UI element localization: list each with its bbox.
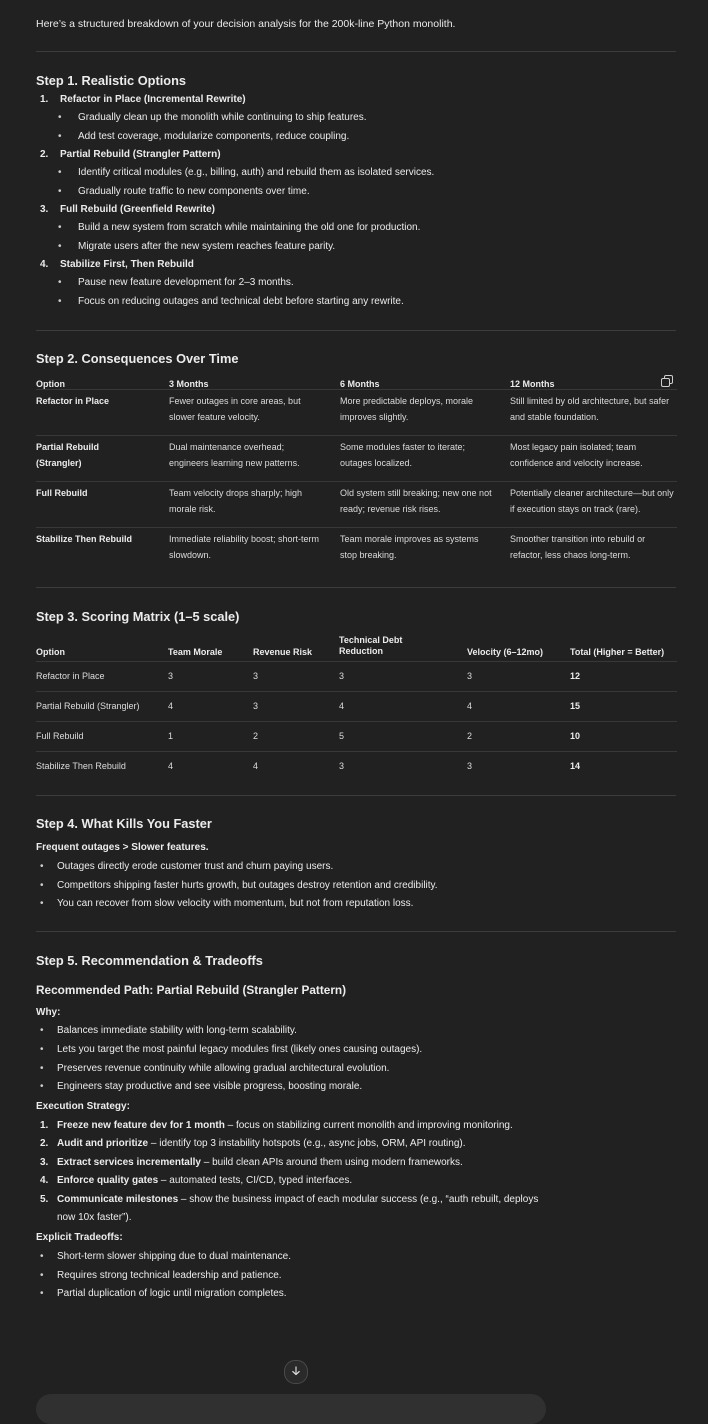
bullet-list: [36, 858, 676, 914]
table-row: [36, 721, 677, 751]
list-item: • Gradually clean up the monolith while continuing to ship features.: [74, 109, 676, 128]
table-row: [36, 527, 677, 569]
table-cell: Smoother transition into rebuild or refactor, less chaos long-term.: [510, 533, 646, 560]
column-header: Technical Debt Reduction: [339, 634, 403, 656]
column-header: 12 Months: [510, 378, 555, 389]
table-cell: Still limited by old architecture, but safer and stable foundation.: [510, 395, 670, 422]
list-item: 3. Full Rebuild (Greenfield Rewrite) • Build a new system from scratch while maintaining the old one for production. • Migrate users after the new system reaches feature parity.: [36, 201, 676, 256]
table-cell: Dual maintenance overhead; engineers learning new patterns.: [169, 441, 300, 468]
table-cell: 3: [467, 671, 473, 681]
table-cell: 4: [168, 701, 174, 711]
table-cell: Full Rebuild: [36, 487, 88, 498]
table-cell: Fewer outages in core areas, but slower feature velocity.: [169, 395, 301, 422]
step5-section: [36, 953, 676, 1304]
list-item: • Partial duplication of logic until migration completes.: [57, 1285, 676, 1304]
table-header-row: [36, 633, 677, 661]
list-item: • Migrate users after the new system reaches feature parity.: [74, 238, 676, 257]
list-item: • Pause new feature development for 2–3 months.: [74, 274, 676, 293]
column-header: Velocity (6–12mo): [467, 646, 544, 657]
list-item: • Lets you target the most painful legacy modules first (likely ones causing outages).: [57, 1041, 676, 1060]
list-item: • Requires strong technical leadership and patience.: [57, 1267, 676, 1286]
why-list: [36, 1022, 676, 1097]
option-title: Full Rebuild (Greenfield Rewrite): [60, 204, 216, 215]
column-header: Option: [36, 646, 65, 657]
table-cell: 10: [570, 731, 581, 741]
table-cell: Old system still breaking; new one not ready; revenue risk rises.: [340, 487, 492, 514]
table-cell: 15: [570, 701, 581, 711]
table-row: [36, 435, 677, 481]
table-cell: 3: [253, 701, 259, 711]
scoring-table: [36, 633, 677, 781]
column-header: 6 Months: [340, 378, 380, 389]
table-cell: Team velocity drops sharply; high morale risk.: [169, 487, 303, 514]
why-label: Why:: [36, 1007, 61, 1019]
table-cell: Most legacy pain isolated; team confidence and velocity increase.: [510, 441, 643, 468]
step1-section: [36, 73, 676, 311]
list-item: • Engineers stay productive and see visible progress, boosting morale.: [57, 1078, 676, 1097]
table-cell: 14: [570, 761, 581, 772]
recommended-path: Recommended Path: Partial Rebuild (Strangler Pattern): [36, 983, 347, 998]
divider: [36, 931, 676, 932]
column-header: Revenue Risk: [253, 646, 313, 657]
table-cell: 1: [168, 731, 174, 741]
step2-heading: Step 2. Consequences Over Time: [36, 351, 239, 366]
list-item: 5. Communicate milestones – show the business impact of each modular success (e.g., “auth rebuilt, deploys now 10x faster”).: [40, 1193, 539, 1224]
divider: [36, 587, 676, 588]
intro-text: Here’s a structured breakdown of your decision analysis for the 200k-line Python monolith.: [36, 18, 456, 30]
list-item: • Outages directly erode customer trust and churn paying users.: [57, 858, 676, 877]
table-cell: 2: [253, 731, 259, 741]
list-item: 2. Partial Rebuild (Strangler Pattern) • Identify critical modules (e.g., billing, auth) and rebuild them as isolated services. • Gradually route traffic to new components over time.: [36, 146, 676, 201]
table-cell: Refactor in Place: [36, 671, 105, 681]
table-cell: More predictable deploys, morale improves slightly.: [340, 395, 474, 422]
table-cell: Team morale improves as systems stop breaking.: [340, 533, 479, 560]
list-item: • Identify critical modules (e.g., billing, auth) and rebuild them as isolated services.: [74, 164, 676, 183]
arrow-down-icon: [291, 1366, 301, 1376]
divider: [36, 330, 676, 331]
divider: [36, 51, 676, 52]
option-title: Partial Rebuild (Strangler Pattern): [60, 149, 221, 160]
list-item: • Focus on reducing outages and technical debt before starting any rewrite.: [74, 293, 676, 312]
execution-label: Execution Strategy:: [36, 1100, 130, 1112]
table-cell: 4: [467, 701, 473, 711]
table-cell: Full Rebuild: [36, 731, 84, 741]
step3-section: [36, 609, 676, 781]
list-item: • Short-term slower shipping due to dual maintenance.: [57, 1248, 676, 1267]
list-item: 1. Refactor in Place (Incremental Rewrite) • Gradually clean up the monolith while continuing to ship features. • Add test coverage, modularize components, reduce coupling.: [36, 91, 676, 146]
option-title: Stabilize First, Then Rebuild: [60, 259, 194, 270]
table-cell: Stabilize Then Rebuild: [36, 761, 126, 772]
verdict-text: Frequent outages > Slower features.: [36, 842, 209, 853]
table-cell: Partial Rebuild (Strangler): [36, 441, 100, 468]
list-item: 3. Extract services incrementally – build clean APIs around them using modern frameworks.: [40, 1156, 463, 1168]
column-header: Total (Higher = Better): [570, 646, 665, 657]
option-title: Refactor in Place (Incremental Rewrite): [60, 94, 246, 105]
table-cell: Refactor in Place: [36, 395, 110, 406]
table-cell: Stabilize Then Rebuild: [36, 533, 133, 544]
table-row: [36, 389, 677, 435]
table-cell: 3: [253, 671, 259, 681]
consequences-table: [36, 367, 677, 569]
table-cell: 4: [253, 761, 259, 772]
list-item: 4. Enforce quality gates – automated tests, CI/CD, typed interfaces.: [40, 1175, 353, 1187]
assistant-message: [36, 0, 676, 1304]
table-cell: Some modules faster to iterate; outages localized.: [340, 441, 466, 468]
step4-heading: Step 4. What Kills You Faster: [36, 816, 212, 831]
list-item: • Competitors shipping faster hurts growth, but outages destroy retention and credibility.: [57, 877, 676, 896]
column-header: 3 Months: [169, 378, 209, 389]
table-cell: 12: [570, 671, 581, 681]
tradeoffs-list: [36, 1248, 676, 1304]
table-cell: 5: [339, 731, 345, 741]
list-item: • Gradually route traffic to new components over time.: [74, 183, 676, 202]
table-cell: 3: [339, 761, 345, 772]
step2-section: [36, 351, 676, 569]
list-item: • Balances immediate stability with long-term scalability.: [57, 1022, 676, 1041]
list-item: • Preserves revenue continuity while allowing gradual architectural evolution.: [57, 1060, 676, 1079]
list-item: • You can recover from slow velocity with momentum, but not from reputation loss.: [57, 895, 676, 914]
list-item: 2. Audit and prioritize – identify top 3 instability hotspots (e.g., async jobs, ORM, API routing).: [40, 1138, 466, 1150]
table-header-row: [36, 367, 677, 389]
message-composer[interactable]: [36, 1394, 546, 1424]
table-row: [36, 661, 677, 691]
tradeoffs-label: Explicit Tradeoffs:: [36, 1231, 123, 1243]
column-header: Team Morale: [168, 646, 223, 657]
table-cell: 3: [339, 671, 345, 681]
list-item: • Build a new system from scratch while maintaining the old one for production.: [74, 219, 676, 238]
column-header: Option: [36, 378, 65, 389]
table-cell: 3: [168, 671, 174, 681]
table-cell: 2: [467, 731, 473, 741]
step5-heading: Step 5. Recommendation & Tradeoffs: [36, 953, 263, 969]
divider: [36, 795, 676, 796]
step3-heading: Step 3. Scoring Matrix (1–5 scale): [36, 609, 240, 624]
step1-heading: Step 1. Realistic Options: [36, 73, 187, 88]
step4-section: [36, 816, 676, 914]
copy-icon[interactable]: [661, 375, 673, 387]
execution-list: [36, 1117, 539, 1228]
table-cell: 4: [339, 701, 345, 711]
table-row: [36, 691, 677, 721]
table-cell: Potentially cleaner architecture—but only if execution stays on track (rare).: [510, 487, 674, 514]
list-item: 4. Stabilize First, Then Rebuild • Pause new feature development for 2–3 months. • Focus on reducing outages and technical debt before starting any rewrite.: [36, 256, 676, 311]
table-cell: Immediate reliability boost; short-term slowdown.: [169, 533, 320, 560]
list-item: 1. Freeze new feature dev for 1 month – focus on stabilizing current monolith and improving monitoring.: [40, 1119, 513, 1131]
table-cell: Partial Rebuild (Strangler): [36, 701, 140, 711]
options-list: [36, 91, 676, 311]
scroll-to-bottom-button[interactable]: [284, 1360, 308, 1384]
table-cell: 4: [168, 761, 174, 772]
table-row: [36, 751, 677, 781]
table-cell: 3: [467, 761, 473, 772]
list-item: • Add test coverage, modularize components, reduce coupling.: [74, 128, 676, 147]
table-row: [36, 481, 677, 527]
